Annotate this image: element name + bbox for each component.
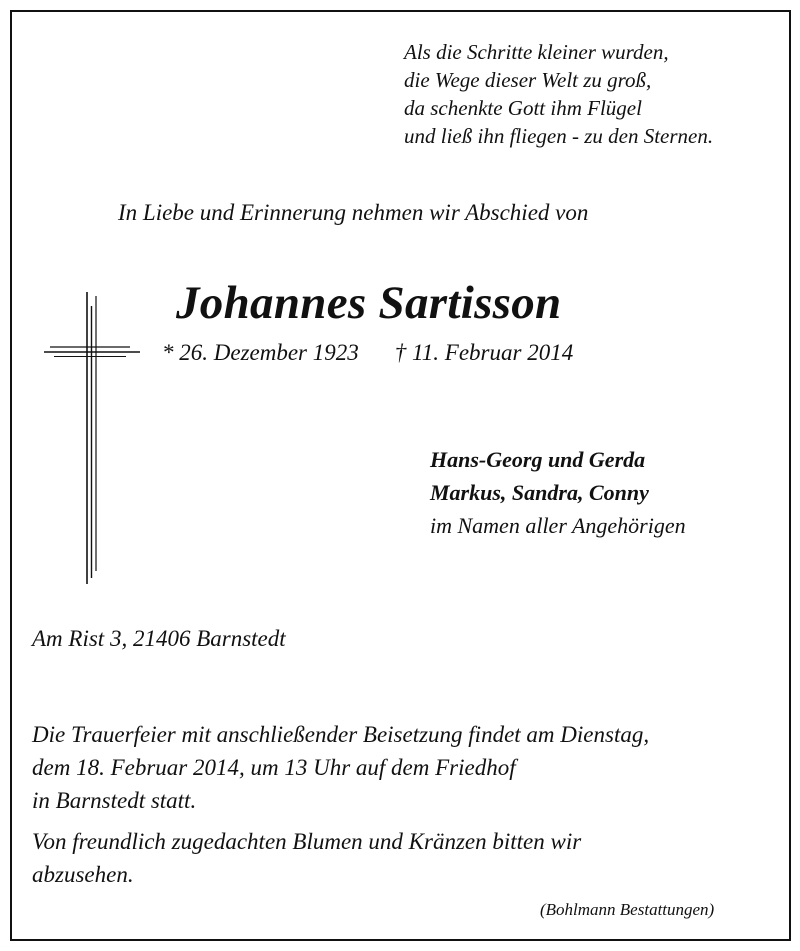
poem-line: und ließ ihn fliegen - zu den Sternen.: [404, 124, 714, 148]
deceased-name: Johannes Sartisson: [176, 277, 562, 329]
flowers-line: Von freundlich zugedachten Blumen und Kränzen bitten wir: [32, 829, 582, 854]
undertaker-credit: (Bohlmann Bestattungen): [540, 900, 715, 919]
family-line: Hans-Georg und Gerda: [430, 447, 646, 472]
ceremony-line: Die Trauerfeier mit anschließender Beisetzung findet am Dienstag,: [32, 722, 650, 747]
address: Am Rist 3, 21406 Barnstedt: [32, 626, 286, 651]
family-line: im Namen aller Angehörigen: [430, 513, 686, 538]
birth-date: * 26. Dezember 1923: [162, 340, 359, 365]
family-line: Markus, Sandra, Conny: [430, 480, 649, 505]
ceremony-info: [32, 718, 649, 817]
life-dates: [162, 340, 573, 366]
poem-line: die Wege dieser Welt zu groß,: [404, 68, 652, 92]
flowers-line: abzusehen.: [32, 862, 134, 887]
poem-line: da schenkte Gott ihm Flügel: [404, 96, 642, 120]
poem: [404, 38, 713, 150]
poem-line: Als die Schritte kleiner wurden,: [404, 40, 669, 64]
cross-icon: [40, 292, 145, 584]
ceremony-line: dem 18. Februar 2014, um 13 Uhr auf dem Friedhof: [32, 755, 516, 780]
flowers-note: [32, 825, 581, 891]
intro-text: In Liebe und Erinnerung nehmen wir Abschied von: [118, 200, 589, 225]
death-date: † 11. Februar 2014: [394, 340, 574, 365]
ceremony-line: in Barnstedt statt.: [32, 788, 197, 813]
family-signature: [430, 443, 686, 542]
